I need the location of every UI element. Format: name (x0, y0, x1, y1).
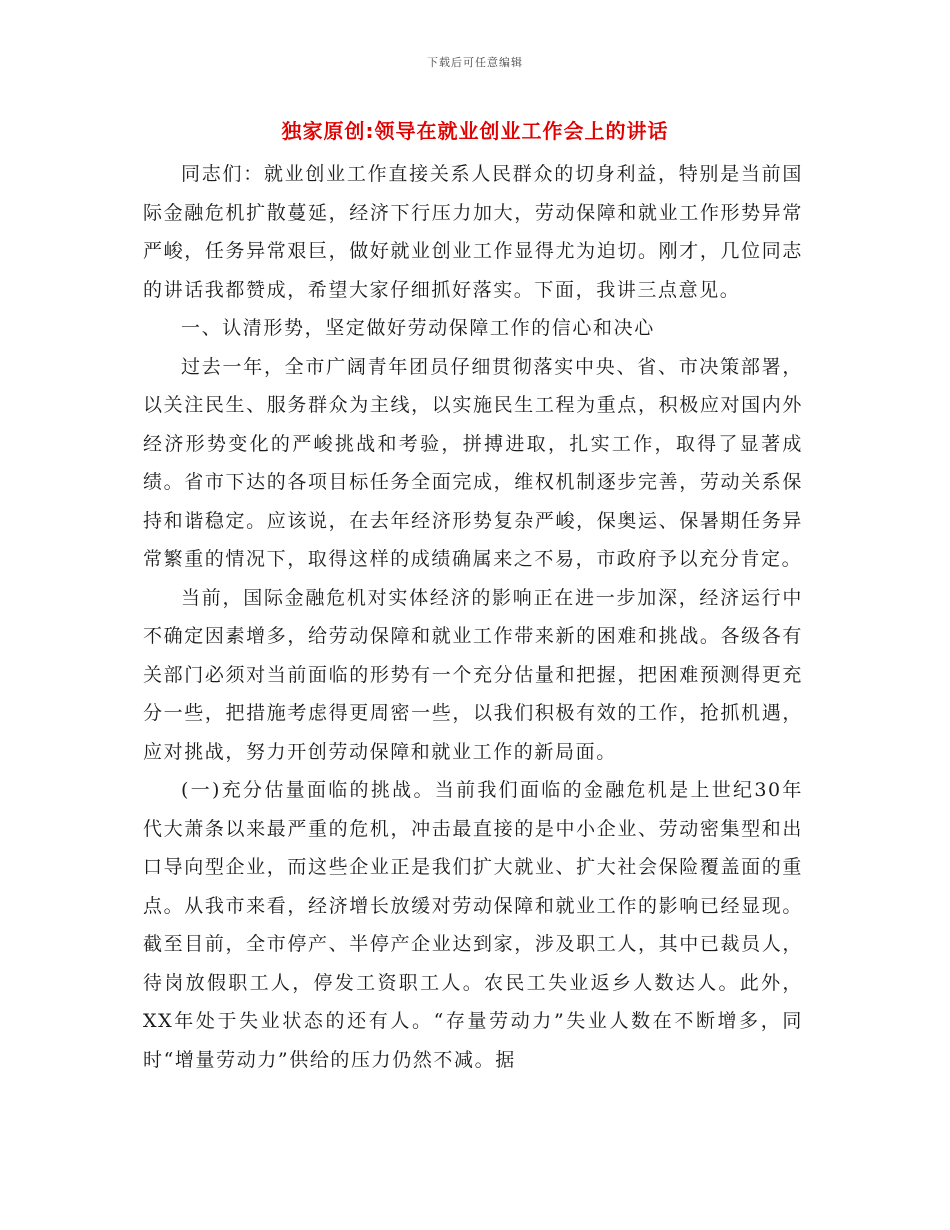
paragraph-challenges: (一)充分估量面临的挑战。当前我们面临的金融危机是上世纪30年代大萧条以来最严重的危机，冲击最直接的是中小企业、劳动密集型和出口导向型企业，而这些企业正是我们扩大就业、扩大社会保险覆盖面的重点。从我市来看，经济增长放缓对劳动保障和就业工作的影响已经显现。截至目前，全市停产、半停产企业达到家，涉及职工人，其中已裁员人，待岗放假职工人，停发工资职工人。农民工失业返乡人数达人。此外，XX年处于失业状态的还有人。“存量劳动力”失业人数在不断增多，同时“增量劳动力”供给的压力仍然不减。据 (143, 779, 803, 1071)
paragraph-current-situation: 当前，国际金融危机对实体经济的影响正在进一步加深，经济运行中不确定因素增多，给劳动保障和就业工作带来新的困难和挑战。各级各有关部门必须对当前面临的形势有一个充分估量和把握，把困难预测得更充分一些，把措施考虑得更周密一些，以我们积极有效的工作，抢抓机遇，应对挑战，努力开创劳动保障和就业工作的新局面。 (143, 586, 803, 763)
document-title: 独家原创:领导在就业创业工作会上的讲话 (281, 119, 669, 143)
section-heading-1: 一、认清形势，坚定做好劳动保障工作的信心和决心 (181, 317, 655, 339)
paragraph-past-year: 过去一年，全市广阔青年团员仔细贯彻落实中央、省、市决策部署，以关注民生、服务群众为主线，以实施民生工程为重点，积极应对国内外经济形势变化的严峻挑战和考验，拼搏进取，扎实工作，取得了显著成绩。省市下达的各项目标任务全面完成，维权机制逐步完善，劳动关系保持和谐稳定。应该说，在去年经济形势复杂严峻，保奥运、保暑期任务异常繁重的情况下，取得这样的成绩确属来之不易，市政府予以充分肯定。 (143, 355, 803, 570)
paragraph-opening: 同志们：就业创业工作直接关系人民群众的切身利益，特别是当前国际金融危机扩散蔓延，经济下行压力加大，劳动保障和就业工作形势异常严峻，任务异常艰巨，做好就业创业工作显得尤为迫切。刚才，几位同志的讲话我都赞成，希望大家仔细抓好落实。下面，我讲三点意见。 (143, 163, 803, 301)
header-note: 下载后可任意编辑 (427, 56, 523, 69)
document-body (143, 155, 803, 1079)
